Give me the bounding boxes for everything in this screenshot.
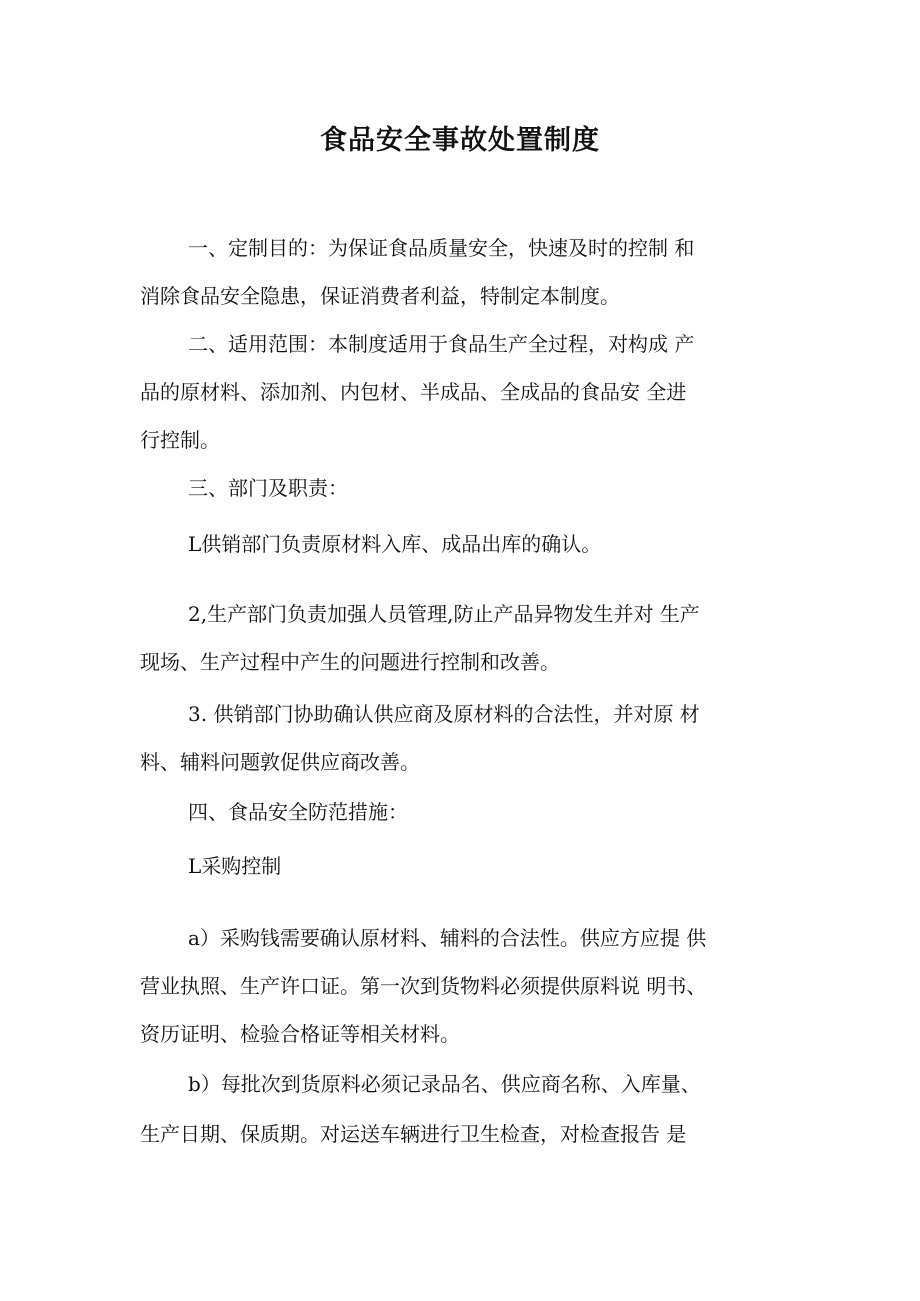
paragraph-line: 3. 供销部门协助确认供应商及原材料的合法性，并对原 材 <box>188 702 700 726</box>
paragraph-line: 2,生产部门负责加强人员管理,防止产品异物发生并对 生产 <box>188 602 700 626</box>
paragraph-line: L供销部门负责原材料入库、成品出库的确认。 <box>188 532 602 556</box>
section-heading: 四、食品安全防范措施： <box>188 800 408 824</box>
paragraph-line: 料、辅料问题敦促供应商改善。 <box>140 750 420 774</box>
subsection-heading: L采购控制 <box>188 854 282 878</box>
paragraph-line: 行控制。 <box>140 428 220 452</box>
document-title: 食品安全事故处置制度 <box>320 125 600 156</box>
paragraph-line: b）每批次到货原料必须记录品名、供应商名称、入库量、 <box>188 1072 701 1096</box>
paragraph-line: 现场、生产过程中产生的问题进行控制和改善。 <box>140 650 560 674</box>
paragraph-line: a）采购钱需要确认原材料、辅料的合法性。供应方应提 供 <box>188 926 707 950</box>
paragraph-line: 消除食品安全隐患，保证消费者利益，特制定本制度。 <box>140 284 620 308</box>
paragraph-line: 生产日期、保质期。对运送车辆进行卫生检查，对检查报告 是 <box>140 1122 687 1146</box>
paragraph-line: 二、适用范围：本制度适用于食品生产全过程，对构成 产 <box>188 332 695 356</box>
paragraph-line: 一、定制目的：为保证食品质量安全，快速及时的控制 和 <box>188 236 695 260</box>
paragraph-line: 营业执照、生产许口证。第一次到货物料必须提供原料说 明书、 <box>140 974 707 998</box>
section-heading: 三、部门及职责： <box>188 476 348 500</box>
paragraph-line: 资历证明、检验合格证等相关材料。 <box>140 1022 460 1046</box>
paragraph-line: 品的原材料、添加剂、内包材、半成品、全成品的食品安 全进 <box>140 380 687 404</box>
